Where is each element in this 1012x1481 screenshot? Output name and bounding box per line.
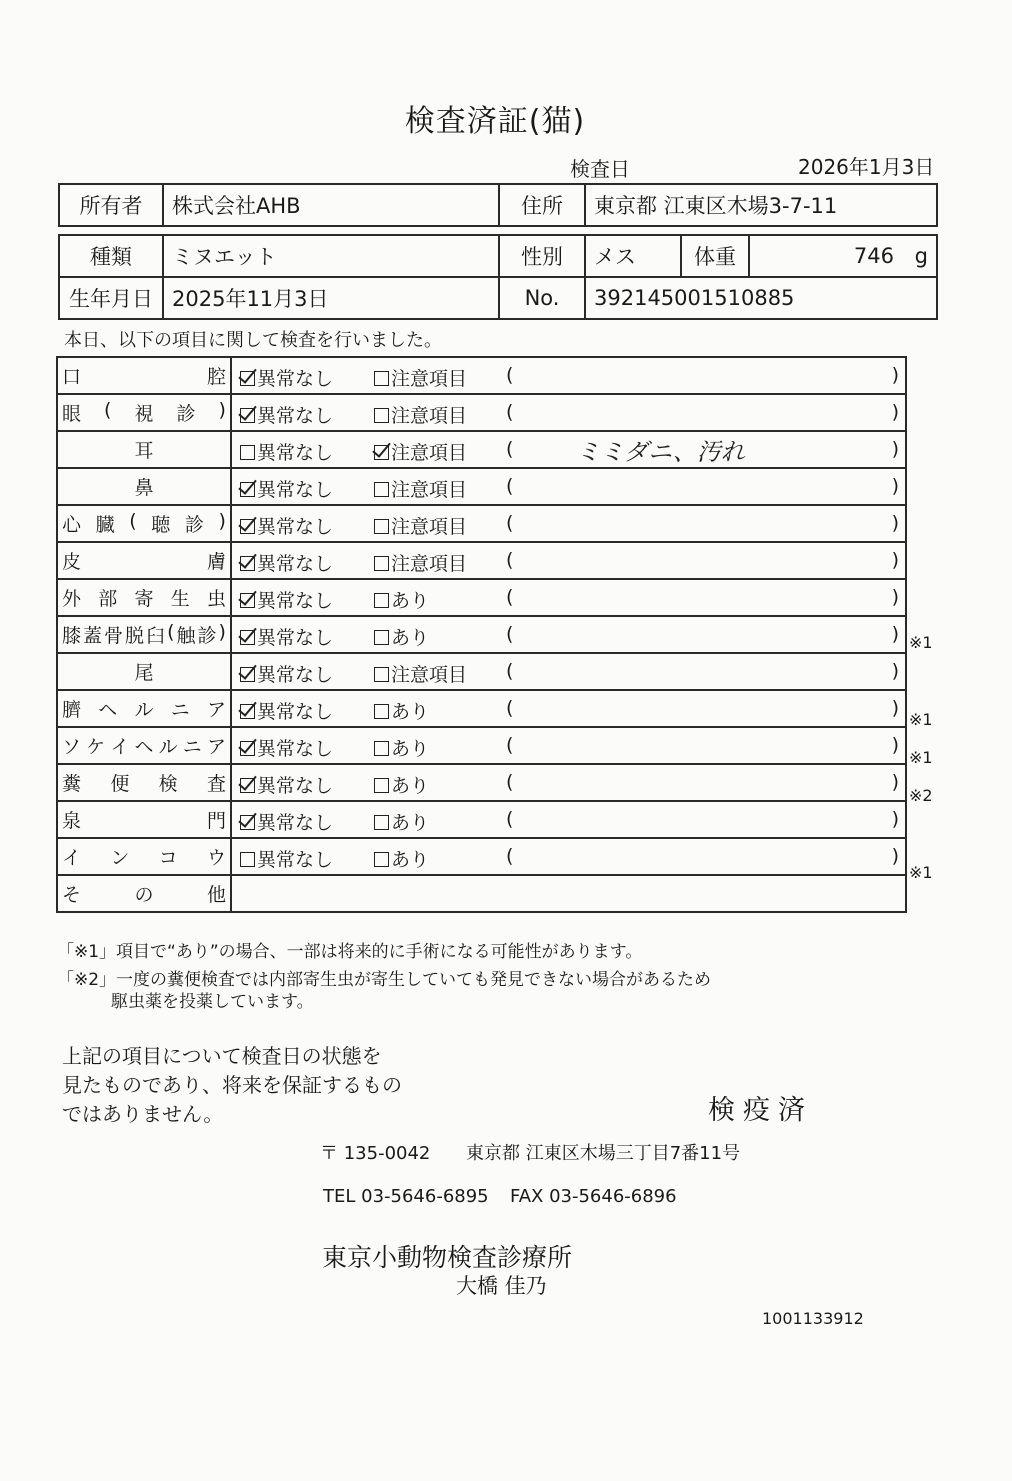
option-normal[interactable] [240,623,333,650]
label-char: ヘ [98,699,118,721]
checklist-row [57,690,906,727]
option-normal[interactable] [240,401,333,428]
note-open-paren: ( [506,475,514,497]
option-secondary[interactable] [374,623,429,650]
option-secondary[interactable] [374,475,467,502]
check-item-label [62,547,226,574]
option-normal-label: 異常なし [257,701,334,723]
checklist-row-other [57,875,906,912]
breed-value: ミヌエット [163,235,499,277]
option-secondary[interactable] [374,660,467,687]
checkbox-icon[interactable] [240,741,255,756]
note-open-paren: ( [506,586,514,608]
check-item-options [231,431,906,468]
checklist-row [57,579,906,616]
note-close-paren: ) [891,401,899,423]
label-char: 視 [134,403,154,425]
disclaimer-line-3: ではありません。 [62,1102,224,1126]
check-item-options [231,653,906,690]
option-secondary-label: 注意項目 [391,664,468,686]
birth-label: 生年月日 [59,277,163,319]
option-normal[interactable] [240,586,333,613]
checklist-row [57,764,906,801]
check-item-label-cell [57,468,231,505]
option-secondary[interactable] [374,549,467,576]
option-normal[interactable] [240,364,333,391]
option-secondary[interactable] [374,845,429,872]
option-secondary-label: あり [391,738,430,760]
option-normal-label: 異常なし [257,553,334,575]
check-item-options [231,579,906,616]
label-char: イ [110,736,130,758]
note-close-paren: ) [891,512,899,534]
footnote-1: 「※1」項目で“あり”の場合、一部は将来的に手術になる可能性があります。 [57,942,643,962]
checkbox-icon[interactable] [240,408,255,423]
checkbox-icon[interactable] [240,852,255,867]
check-item-options [231,838,906,875]
checkbox-icon[interactable] [240,667,255,682]
label-char: そ [62,884,82,906]
checkbox-icon[interactable] [374,556,389,571]
check-item-label-cell [57,838,231,875]
label-char: 泉 [62,810,82,832]
label-char: ( [167,621,175,643]
option-normal-label: 異常なし [257,664,334,686]
note-close-paren: ) [891,734,899,756]
inspection-date: 2026年1月3日 [798,155,935,179]
option-secondary-label: あり [391,701,430,723]
other-label-cell [57,875,231,912]
check-item-label [62,769,226,796]
check-item-label [62,695,226,722]
check-item-label-cell [57,653,231,690]
label-char: 骨 [104,625,124,647]
option-secondary[interactable] [374,364,467,391]
note-open-paren: ( [506,808,514,830]
note-open-paren: ( [506,401,514,423]
checkbox-icon[interactable] [374,741,389,756]
other-label [62,880,226,907]
label-char: 診 [176,403,196,425]
option-secondary-label: 注意項目 [391,553,468,575]
check-item-label-cell [57,505,231,542]
label-char: 蓋 [83,625,103,647]
disclaimer-line-1: 上記の項目について検査日の状態を [62,1044,382,1068]
checkbox-icon[interactable] [374,778,389,793]
label-char: ヘ [134,736,154,758]
footnote-mark: ※1 [909,748,933,767]
checkbox-icon[interactable] [374,519,389,534]
label-char: ル [134,699,154,721]
note-close-paren: ) [891,586,899,608]
option-secondary-label: あり [391,775,430,797]
clinic-fax: FAX 03-5646-6896 [510,1186,677,1207]
option-normal-label: 異常なし [257,812,334,834]
clinic-postal: 〒 135-0042 [320,1143,431,1164]
address-label: 住所 [499,184,585,226]
note-close-paren: ) [891,475,899,497]
option-normal-label: 異常なし [257,479,334,501]
check-item-label [62,473,226,500]
label-char: 臍 [62,699,82,721]
checklist-row [57,431,906,468]
checkbox-icon[interactable] [240,519,255,534]
label-char: 生 [170,588,190,610]
animal-table [58,234,938,320]
checklist-row [57,653,906,690]
note-close-paren: ) [891,845,899,867]
label-char: 膚 [206,551,226,573]
option-normal[interactable] [240,697,333,724]
check-item-label [62,843,226,870]
label-char: ア [206,699,226,721]
weight-unit: g [914,244,928,268]
check-item-label-cell [57,394,231,431]
label-char: ケ [86,736,106,758]
check-item-options [231,764,906,801]
option-secondary-label: 注意項目 [391,368,468,390]
check-item-label-cell [57,690,231,727]
option-normal-label: 異常なし [257,442,334,464]
intro-text: 本日、以下の項目に関して検査を行いました。 [64,330,442,351]
note-close-paren: ) [891,623,899,645]
label-char: 寄 [134,588,154,610]
inspection-checklist [56,356,907,913]
option-normal-label: 異常なし [257,849,334,871]
checklist-row [57,394,906,431]
label-char: 眼 [62,403,82,425]
check-item-options [231,394,906,431]
check-item-options [231,542,906,579]
checklist-row [57,357,906,394]
label-char: ( [104,399,112,421]
weight-label: 体重 [681,235,749,277]
check-item-options [231,801,906,838]
check-item-options [231,690,906,727]
document-code: 1001133912 [762,1309,864,1328]
check-item-label-cell [57,616,231,653]
option-secondary[interactable] [374,586,429,613]
label-char: 尾 [134,662,154,684]
check-item-label-cell [57,727,231,764]
checklist-row [57,616,906,653]
weight-cell [749,235,937,277]
option-normal[interactable] [240,438,333,465]
option-normal[interactable] [240,771,333,798]
sex-value: メス [585,235,681,277]
label-char: 門 [206,810,226,832]
option-secondary[interactable] [374,771,429,798]
option-normal-label: 異常なし [257,516,334,538]
option-normal[interactable] [240,660,333,687]
check-item-label [62,584,226,611]
checkbox-icon[interactable] [240,704,255,719]
checkbox-icon[interactable] [240,630,255,645]
label-char: 皮 [62,551,82,573]
option-secondary-label: あり [391,627,430,649]
option-normal-label: 異常なし [257,738,334,760]
owner-value: 株式会社AHB [163,184,499,226]
note-open-paren: ( [506,512,514,534]
checkbox-icon[interactable] [374,371,389,386]
note-open-paren: ( [506,845,514,867]
footnote-mark: ※1 [909,709,933,729]
checklist-row [57,801,906,838]
note-open-paren: ( [506,771,514,793]
label-char: 糞 [62,773,82,795]
label-char: 他 [206,884,226,906]
footnote-2-cont: 駆虫薬を投薬しています。 [111,992,314,1012]
address-value: 東京都 江東区木場3-7-11 [585,184,937,226]
label-char: 聴 [151,514,171,536]
note-close-paren: ) [891,808,899,830]
option-secondary-label: 注意項目 [391,442,468,464]
label-char: 便 [110,773,130,795]
option-secondary-label: あり [391,590,430,612]
footnote-mark: ※2 [909,786,933,806]
checklist-row [57,505,906,542]
note-close-paren: ) [891,549,899,571]
option-secondary-label: 注意項目 [391,405,468,427]
other-notes[interactable] [231,875,906,912]
owner-label: 所有者 [59,184,163,226]
checkbox-icon[interactable] [240,778,255,793]
note-open-paren: ( [506,623,514,645]
quarantine-stamp: 検疫済 [708,1095,813,1126]
checkbox-icon[interactable] [374,704,389,719]
label-char: 口 [62,366,82,388]
note-open-paren: ( [506,549,514,571]
check-item-options [231,727,906,764]
option-normal-label: 異常なし [257,627,334,649]
checklist-row [57,468,906,505]
option-secondary-label: 注意項目 [391,479,468,501]
option-secondary[interactable] [374,512,467,539]
check-item-label-cell [57,579,231,616]
check-item-label [62,510,226,537]
checklist-row [57,838,906,875]
checkbox-icon[interactable] [374,815,389,830]
label-char: ソ [62,736,82,758]
checkbox-icon[interactable] [374,852,389,867]
label-char: コ [158,847,178,869]
label-char: ニ [182,736,202,758]
footnote-2: 「※2」一度の糞便検査では内部寄生虫が寄生していても発見できない場合があるため [57,970,712,990]
clinic-tel: TEL 03-5646-6895 [323,1186,489,1207]
no-label: No. [499,277,585,319]
label-char: 診 [197,625,217,647]
checkbox-icon[interactable] [240,556,255,571]
label-char: 虫 [206,588,226,610]
footnote-mark: ※1 [909,633,933,653]
check-item-label [62,806,226,833]
note-close-paren: ) [891,660,899,682]
option-normal-label: 異常なし [257,775,334,797]
label-char: 検 [158,773,178,795]
option-normal-label: 異常なし [257,590,334,612]
check-item-label [62,436,226,463]
clinic-name: 東京小動物検査診療所 [322,1243,573,1272]
checkbox-icon[interactable] [374,593,389,608]
inspection-date-label: 検査日 [570,157,630,181]
option-secondary[interactable] [374,808,429,835]
option-normal[interactable] [240,845,333,872]
note-close-paren: ) [891,771,899,793]
label-char: ニ [170,699,190,721]
owner-table [58,183,938,227]
note-close-paren: ) [891,697,899,719]
disclaimer-line-2: 見たものであり、将来を保証するもの [62,1073,402,1097]
label-char: 臼 [146,625,166,647]
note-open-paren: ( [506,438,514,460]
label-char: イ [62,847,82,869]
check-item-label [62,732,226,759]
label-char: 外 [62,588,82,610]
option-secondary-label: 注意項目 [391,516,468,538]
option-secondary[interactable] [374,401,467,428]
weight-value: 746 [853,244,894,268]
note-close-paren: ) [891,438,899,460]
checkbox-icon[interactable] [374,408,389,423]
option-secondary[interactable] [374,697,429,724]
label-char: 査 [206,773,226,795]
check-item-label-cell [57,431,231,468]
label-char: ) [218,621,226,643]
check-item-label [62,658,226,685]
check-item-options [231,616,906,653]
label-char: ル [158,736,178,758]
checkbox-icon[interactable] [240,482,255,497]
check-item-label [62,621,226,648]
label-char: 部 [98,588,118,610]
label-char: の [134,884,154,906]
check-item-label-cell [57,764,231,801]
option-secondary[interactable] [374,734,429,761]
option-normal-label: 異常なし [257,368,334,390]
check-item-label-cell [57,357,231,394]
label-char: ( [129,510,137,532]
note-open-paren: ( [506,734,514,756]
handwritten-note[interactable]: ミミダニ、汚れ [576,438,745,466]
checkbox-icon[interactable] [240,593,255,608]
label-char: 膝 [62,625,82,647]
label-char: 心 [62,514,82,536]
document-title: 検査済証(猫) [404,104,586,139]
option-secondary-label: あり [391,849,430,871]
option-normal[interactable] [240,512,333,539]
note-open-paren: ( [506,364,514,386]
label-char: 脱 [125,625,145,647]
note-open-paren: ( [506,697,514,719]
note-open-paren: ( [506,660,514,682]
label-char: 触 [176,625,196,647]
option-normal[interactable] [240,475,333,502]
check-item-options [231,505,906,542]
check-item-options [231,468,906,505]
label-char: 耳 [134,440,154,462]
label-char: ウ [206,847,226,869]
no-value: 392145001510885 [585,277,937,319]
check-item-label-cell [57,542,231,579]
checkbox-icon[interactable] [240,445,255,460]
check-item-options [231,357,906,394]
option-secondary-label: あり [391,812,430,834]
option-secondary[interactable] [374,438,467,465]
checklist-row [57,542,906,579]
label-char: ) [218,399,226,421]
checkbox-icon[interactable] [374,445,389,460]
note-close-paren: ) [891,364,899,386]
breed-label: 種類 [59,235,163,277]
clinic-address: 東京都 江東区木場三丁目7番11号 [466,1143,741,1164]
birth-value: 2025年11月3日 [163,277,499,319]
option-normal[interactable] [240,808,333,835]
checkbox-icon[interactable] [374,630,389,645]
option-normal[interactable] [240,734,333,761]
checkbox-icon[interactable] [374,667,389,682]
disclaimer [62,1042,402,1129]
label-char: 腔 [206,366,226,388]
label-char: ) [218,510,226,532]
check-item-label [62,362,226,389]
label-char: ン [110,847,130,869]
check-item-label [62,399,226,426]
label-char: ア [206,736,226,758]
option-normal[interactable] [240,549,333,576]
doctor-name: 大橋 佳乃 [456,1274,547,1298]
checklist-row [57,727,906,764]
sex-label: 性別 [499,235,585,277]
label-char: 鼻 [134,477,154,499]
footnote-mark: ※1 [909,862,933,882]
label-char: 臓 [95,514,115,536]
checkbox-icon[interactable] [240,371,255,386]
label-char: 診 [184,514,204,536]
checkbox-icon[interactable] [374,482,389,497]
checkbox-icon[interactable] [240,815,255,830]
check-item-label-cell [57,801,231,838]
option-normal-label: 異常なし [257,405,334,427]
